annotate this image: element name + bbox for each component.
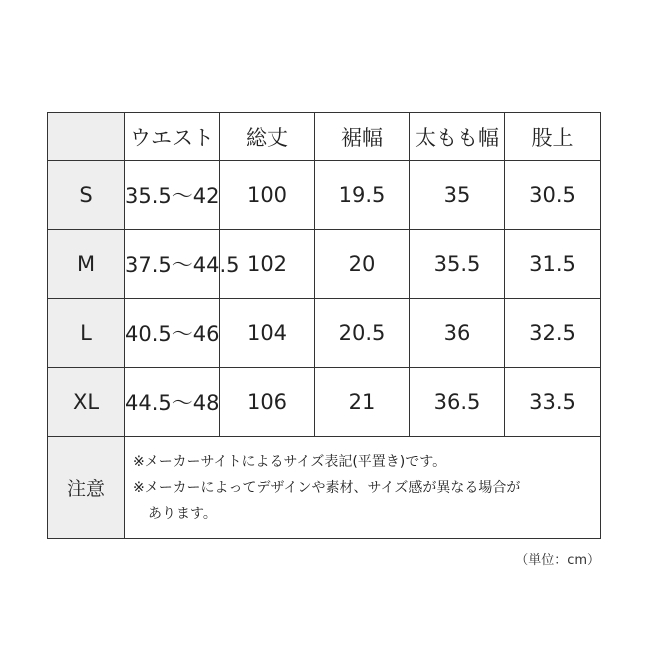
unit-label: （単位：cm） [515, 553, 600, 568]
size-label: L [48, 299, 125, 368]
thigh-value: 36 [410, 299, 505, 368]
rise-value: 32.5 [505, 299, 601, 368]
table-row [48, 161, 601, 230]
hem-value: 21 [315, 368, 410, 437]
waist-value: 44.5〜48 [125, 368, 220, 437]
header-waist: ウエスト [125, 113, 220, 161]
thigh-value: 35.5 [410, 230, 505, 299]
size-label: XL [48, 368, 125, 437]
header-thigh-width: 太もも幅 [410, 113, 505, 161]
rise-value: 33.5 [505, 368, 601, 437]
header-rise: 股上 [505, 113, 601, 161]
waist-value: 35.5〜42 [125, 161, 220, 230]
note-line-2: ※メーカーによってデザインや素材、サイズ感が異なる場合が [133, 479, 521, 496]
corner-cell [48, 113, 125, 161]
note-line-3: あります。 [148, 505, 217, 522]
table-row [48, 299, 601, 368]
size-label: M [48, 230, 125, 299]
length-value: 100 [220, 161, 315, 230]
thigh-value: 36.5 [410, 368, 505, 437]
notes-row [48, 437, 601, 539]
length-value: 104 [220, 299, 315, 368]
rise-value: 30.5 [505, 161, 601, 230]
note-line-1: ※メーカーサイトによるサイズ表記(平置き)です。 [133, 453, 447, 470]
rise-value: 31.5 [505, 230, 601, 299]
waist-value: 37.5〜44.5 [125, 230, 220, 299]
waist-value: 40.5〜46 [125, 299, 220, 368]
hem-value: 19.5 [315, 161, 410, 230]
thigh-value: 35 [410, 161, 505, 230]
table-row [48, 368, 601, 437]
hem-value: 20 [315, 230, 410, 299]
notes-label: 注意 [48, 437, 125, 539]
length-value: 106 [220, 368, 315, 437]
header-hem-width: 裾幅 [315, 113, 410, 161]
header-row [48, 113, 601, 161]
hem-value: 20.5 [315, 299, 410, 368]
notes-body [125, 437, 601, 539]
length-value: 102 [220, 230, 315, 299]
header-total-length: 総丈 [220, 113, 315, 161]
size-label: S [48, 161, 125, 230]
size-chart-table [47, 112, 601, 539]
table-row [48, 230, 601, 299]
